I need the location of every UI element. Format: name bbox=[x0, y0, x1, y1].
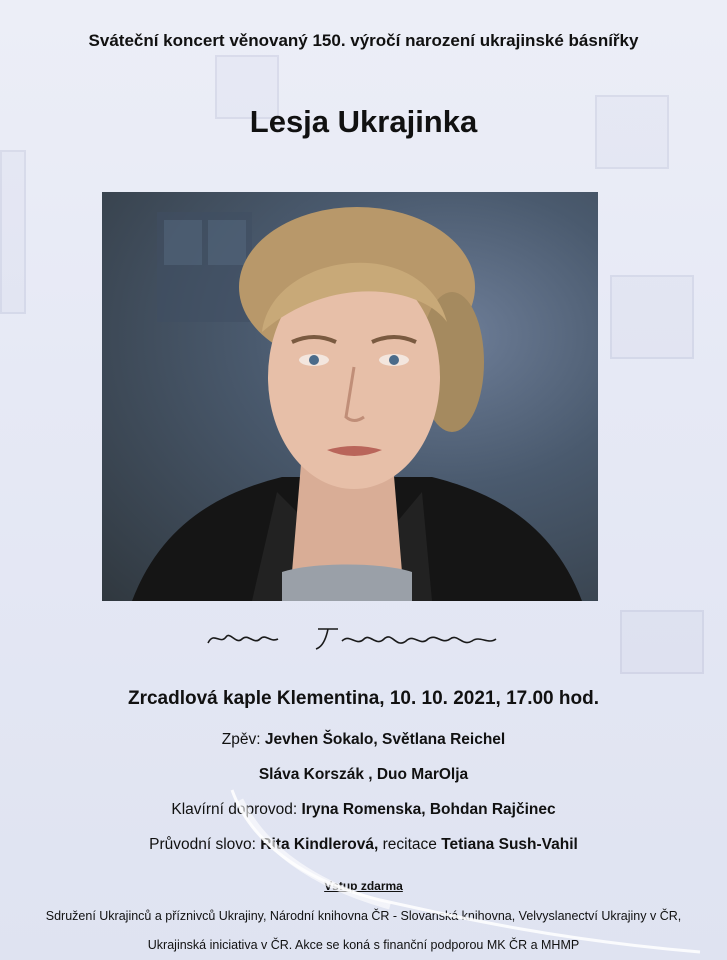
intro-label: Průvodní slovo: bbox=[149, 836, 256, 853]
background-window bbox=[610, 275, 694, 359]
performers-line: Sláva Korszák , Duo MarOlja bbox=[258, 766, 469, 783]
recitation-name: Tetiana Sush-Vahil bbox=[441, 836, 578, 853]
concert-header: Sváteční koncert věnovaný 150. výročí narození ukrajinské básnířky bbox=[88, 31, 639, 50]
portrait-photo bbox=[102, 192, 598, 601]
background-window bbox=[620, 610, 704, 674]
recitation-label: recitace bbox=[382, 836, 437, 853]
singing-names: Jevhen Šokalo, Světlana Reichel bbox=[264, 731, 506, 748]
admission-note: Vstup zdarma bbox=[324, 879, 403, 893]
venue-date-time: Zrcadlová kaple Klementina, 10. 10. 2021, 17.00 hod. bbox=[127, 688, 599, 709]
organizers-line-1: Sdružení Ukrajinců a příznivců Ukrajiny, Národní knihovna ČR - Slovanská knihovna, Velvyslanectví Ukrajiny v ČR, bbox=[45, 909, 682, 923]
organizers-line-2: Ukrajinská iniciativa v ČR. Akce se koná s finanční podporou MK ČR a MHMP bbox=[147, 938, 580, 952]
poet-name-title: Lesja Ukrajinka bbox=[249, 104, 478, 139]
background-shadow bbox=[0, 150, 26, 314]
piano-line bbox=[0, 801, 727, 819]
piano-names: Iryna Romenska, Bohdan Rajčinec bbox=[301, 801, 556, 818]
piano-label: Klavírní doprovod: bbox=[171, 801, 298, 818]
singing-line bbox=[0, 731, 727, 749]
handwritten-signature bbox=[200, 615, 520, 655]
singing-label: Zpěv: bbox=[221, 731, 261, 748]
intro-name: Rita Kindlerová, bbox=[260, 836, 379, 853]
intro-line bbox=[0, 836, 727, 854]
